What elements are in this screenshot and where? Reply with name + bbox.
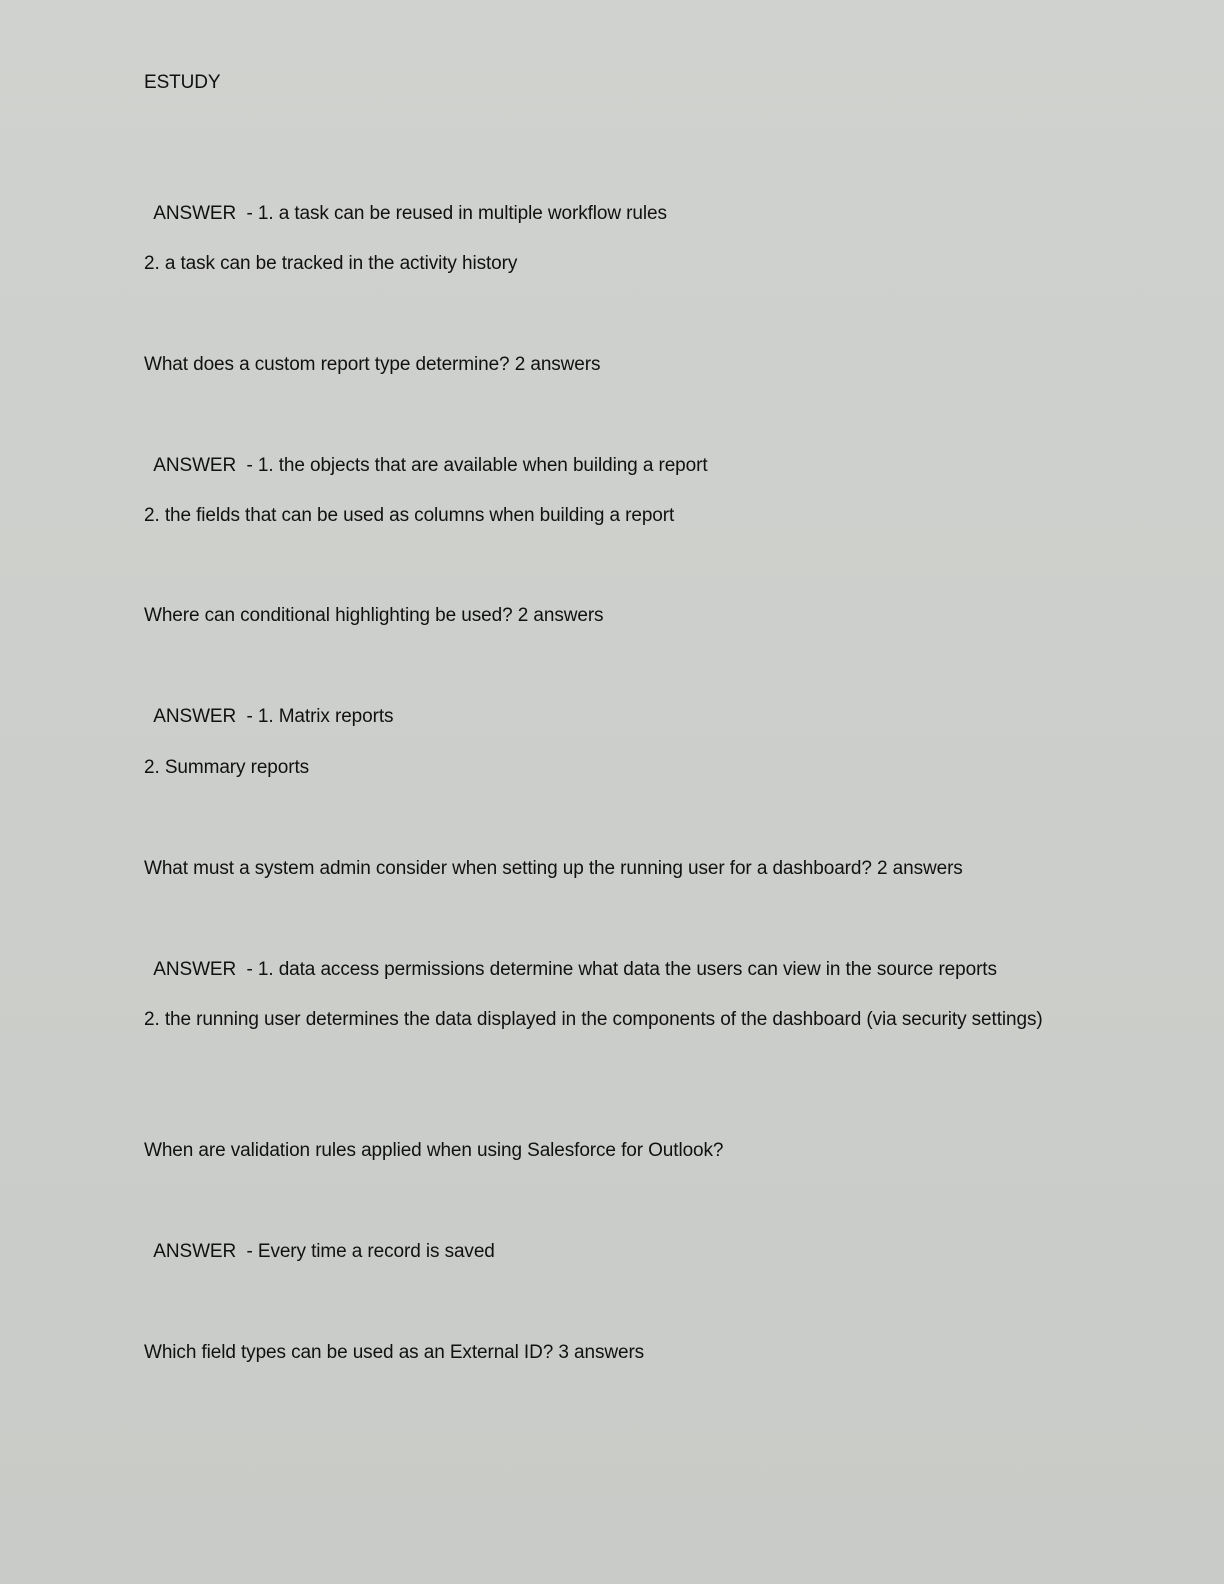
question-line: When are validation rules applied when using Salesforce for Outlook? <box>144 1140 724 1161</box>
answer-line: ANSWER - 1. the objects that are available when building a report <box>144 455 708 476</box>
question-line: What must a system admin consider when setting up the running user for a dashboard? 2 answers <box>144 858 963 879</box>
document-title: ESTUDY <box>144 72 221 93</box>
answer-line: ANSWER - 1. a task can be reused in multiple workflow rules <box>144 203 667 224</box>
question-line: Which field types can be used as an External ID? 3 answers <box>144 1342 645 1363</box>
answer-line: ANSWER - Every time a record is saved <box>144 1241 495 1262</box>
answer-detail-line: 2. the fields that can be used as columns when building a report <box>144 505 675 526</box>
answer-line: ANSWER - 1. data access permissions determine what data the users can view in the source reports <box>144 959 997 980</box>
question-line: What does a custom report type determine? 2 answers <box>144 354 601 375</box>
answer-line: ANSWER - 1. Matrix reports <box>144 706 394 727</box>
answer-detail-line: 2. the running user determines the data displayed in the components of the dashboard (via security settings) <box>144 1009 1043 1030</box>
answer-detail-line: 2. a task can be tracked in the activity history <box>144 253 518 274</box>
answer-detail-line: 2. Summary reports <box>144 757 310 778</box>
question-line: Where can conditional highlighting be used? 2 answers <box>144 605 604 626</box>
